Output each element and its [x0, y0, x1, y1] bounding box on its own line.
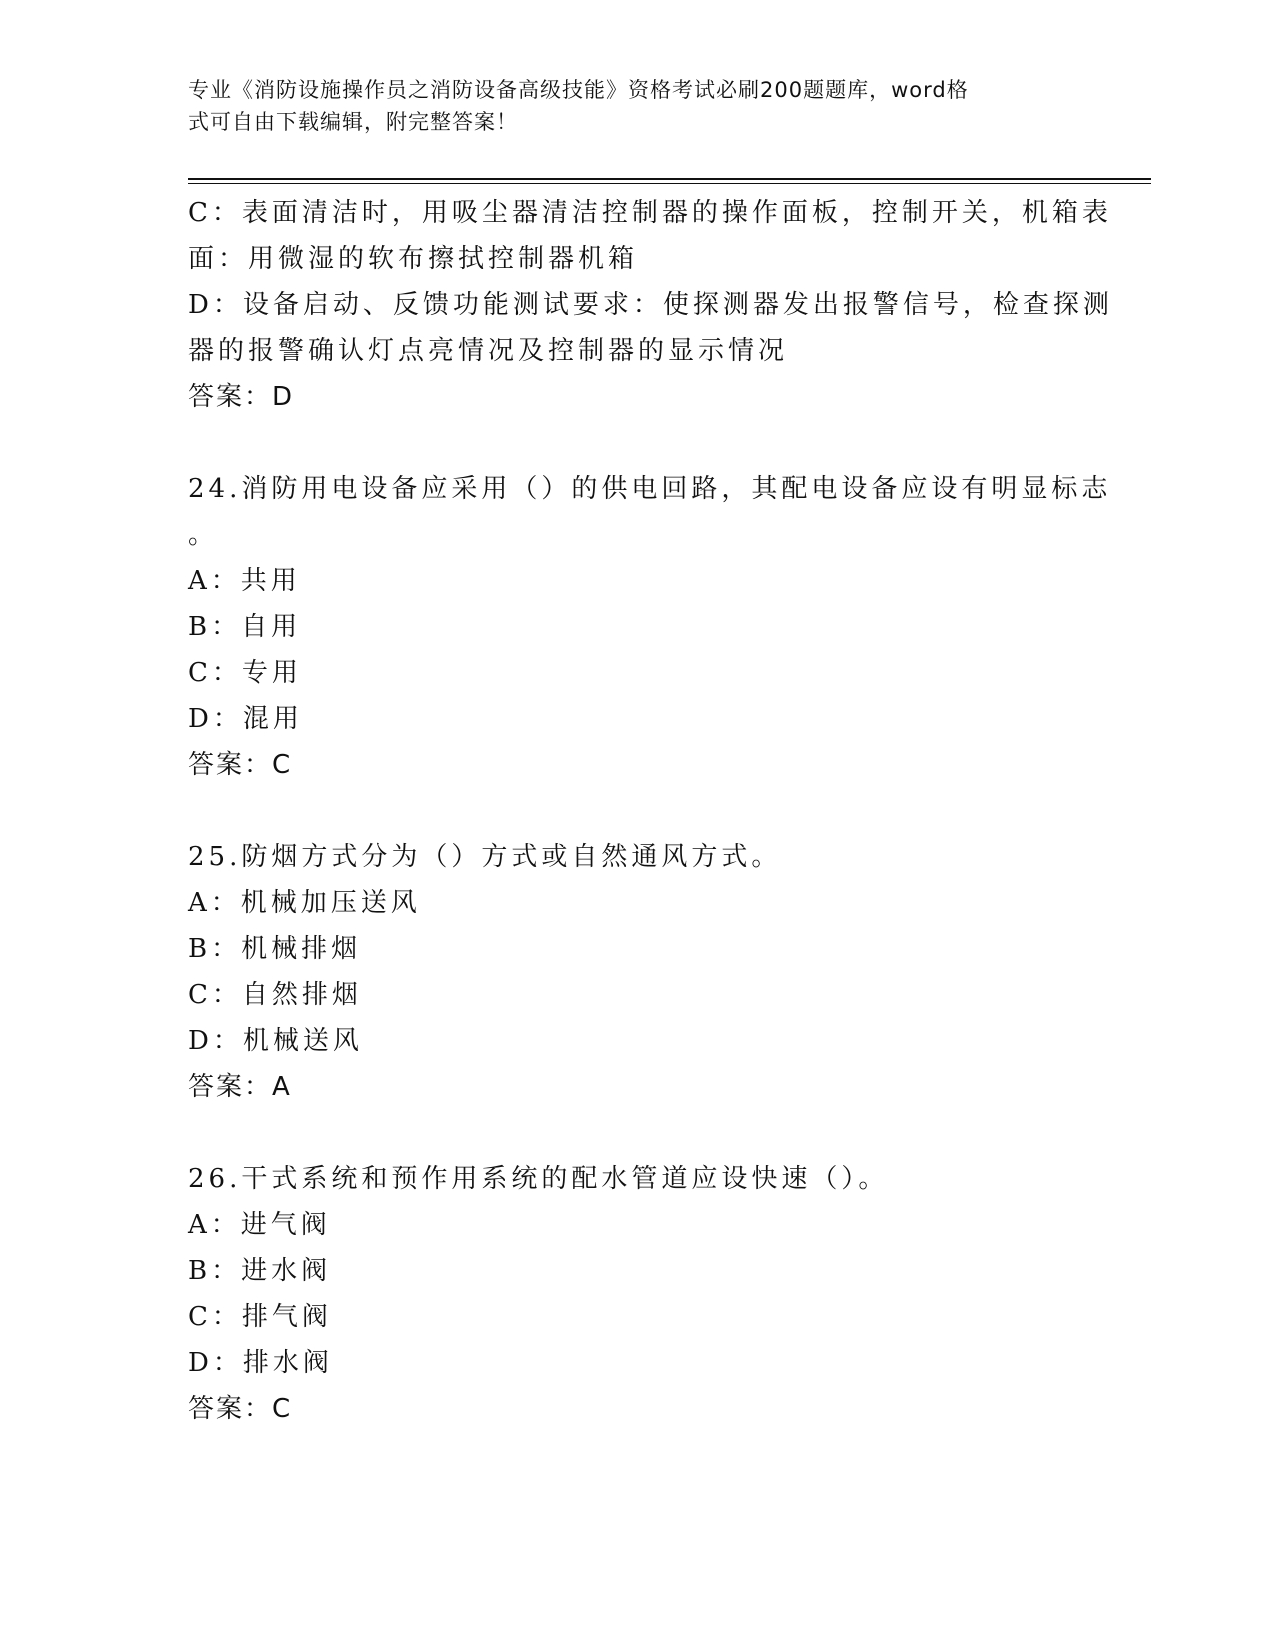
- answer: 答案：C: [188, 1394, 293, 1424]
- document-body: [188, 190, 1113, 1432]
- answer: 答案：D: [188, 382, 295, 412]
- option-c: C：排气阀: [188, 1302, 332, 1332]
- option-c: C：专用: [188, 658, 302, 688]
- question-stem-line-1: 26.干式系统和预作用系统的配水管道应设快速（）。: [188, 1164, 889, 1194]
- question-23-continued: [188, 190, 1113, 420]
- header-line-2: 式可自由下载编辑，附完整答案！: [188, 110, 518, 134]
- question-24: [188, 466, 1112, 788]
- option-d: D：排水阀: [188, 1348, 333, 1378]
- header-divider-thin: [188, 183, 1151, 184]
- option-c: C：自然排烟: [188, 980, 362, 1010]
- question-26: [188, 1156, 1088, 1432]
- option-c-line-1: C：表面清洁时，用吸尘器清洁控制器的操作面板，控制开关，机箱表: [188, 198, 1112, 228]
- option-c-line-2: 面：用微湿的软布擦拭控制器机箱: [188, 244, 639, 274]
- option-b: B：机械排烟: [188, 934, 362, 964]
- option-d-line-1: D：设备启动、反馈功能测试要求：使探测器发出报警信号，检查探测: [188, 290, 1113, 320]
- option-d: D：混用: [188, 704, 303, 734]
- option-b: B：进水阀: [188, 1256, 332, 1286]
- spacer: [188, 788, 1088, 834]
- option-a: A：进气阀: [188, 1210, 331, 1240]
- answer: 答案：A: [188, 1072, 292, 1102]
- question-stem-line-2: 。: [188, 520, 219, 550]
- header-line-1: 专业《消防设施操作员之消防设备高级技能》资格考试必刷200题题库，word格: [188, 78, 969, 102]
- option-a: A：共用: [188, 566, 301, 596]
- question-stem-line-1: 25.防烟方式分为（）方式或自然通风方式。: [188, 842, 782, 872]
- question-stem-line-1: 24.消防用电设备应采用（）的供电回路，其配电设备应设有明显标志: [188, 474, 1112, 504]
- option-a: A：机械加压送风: [188, 888, 421, 918]
- header-divider-thick: [188, 178, 1151, 180]
- spacer: [188, 420, 1088, 466]
- answer: 答案：C: [188, 750, 293, 780]
- option-d-line-2: 器的报警确认灯点亮情况及控制器的显示情况: [188, 336, 789, 366]
- document-header: [188, 74, 1058, 138]
- question-25: [188, 834, 1088, 1110]
- option-b: B：自用: [188, 612, 302, 642]
- spacer: [188, 1110, 1088, 1156]
- option-d: D：机械送风: [188, 1026, 363, 1056]
